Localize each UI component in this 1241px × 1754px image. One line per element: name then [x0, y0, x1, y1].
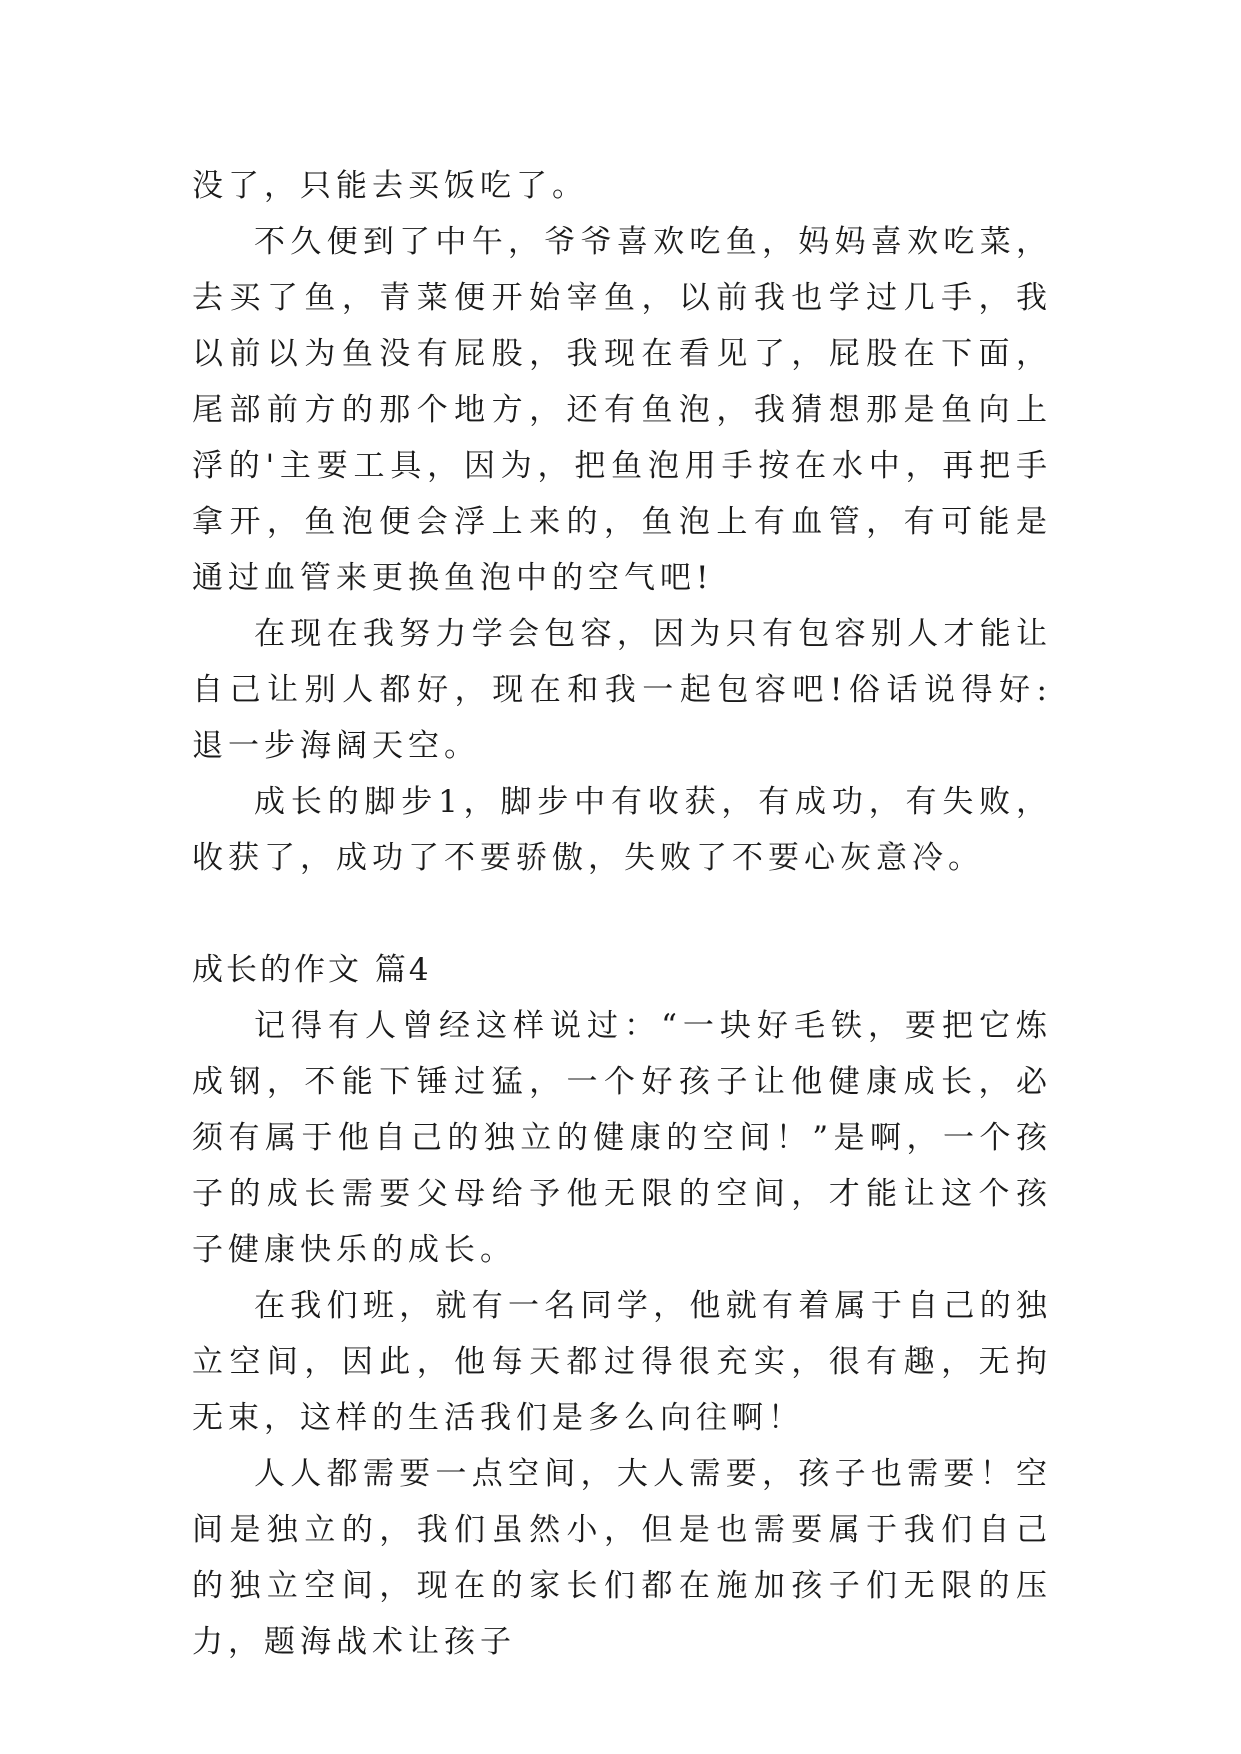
- paragraph: 不久便到了中午，爷爷喜欢吃鱼，妈妈喜欢吃菜，去买了鱼，青菜便开始宰鱼，以前我也学过几手，我以前以为鱼没有屁股，我现在看见了，屁股在下面，尾部前方的那个地方，还有鱼泡，我猜想那是鱼向上浮的'主要工具，因为，把鱼泡用手按在水中，再把手拿开，鱼泡便会浮上来的，鱼泡上有血管，有可能是通过血管来更换鱼泡中的空气吧!: [192, 224, 1052, 596]
- section-heading: 成长的作文 篇4: [192, 952, 432, 988]
- paragraph: 成长的脚步1，脚步中有收获，有成功，有失败，收获了，成功了不要骄傲，失败了不要心灰意冷。: [192, 784, 1052, 876]
- paragraph: 在我们班，就有一名同学，他就有着属于自己的独立空间，因此，他每天都过得很充实，很有趣，无拘无束，这样的生活我们是多么向往啊！: [192, 1288, 1052, 1436]
- paragraph: 没了，只能去买饭吃了。: [192, 168, 588, 204]
- paragraph: 在现在我努力学会包容，因为只有包容别人才能让自己让别人都好，现在和我一起包容吧!俗话说得好:退一步海阔天空。: [192, 616, 1052, 764]
- paragraph: 人人都需要一点空间，大人需要，孩子也需要！空间是独立的，我们虽然小，但是也需要属于我们自己的独立空间，现在的家长们都在施加孩子们无限的压力，题海战术让孩子: [192, 1456, 1052, 1660]
- paragraph: 记得有人曾经这样说过：“一块好毛铁，要把它炼成钢，不能下锤过猛，一个好孩子让他健康成长，必须有属于他自己的独立的健康的空间！”是啊，一个孩子的成长需要父母给予他无限的空间，才能让这个孩子健康快乐的成长。: [192, 1008, 1052, 1268]
- document-body: [192, 158, 1052, 1670]
